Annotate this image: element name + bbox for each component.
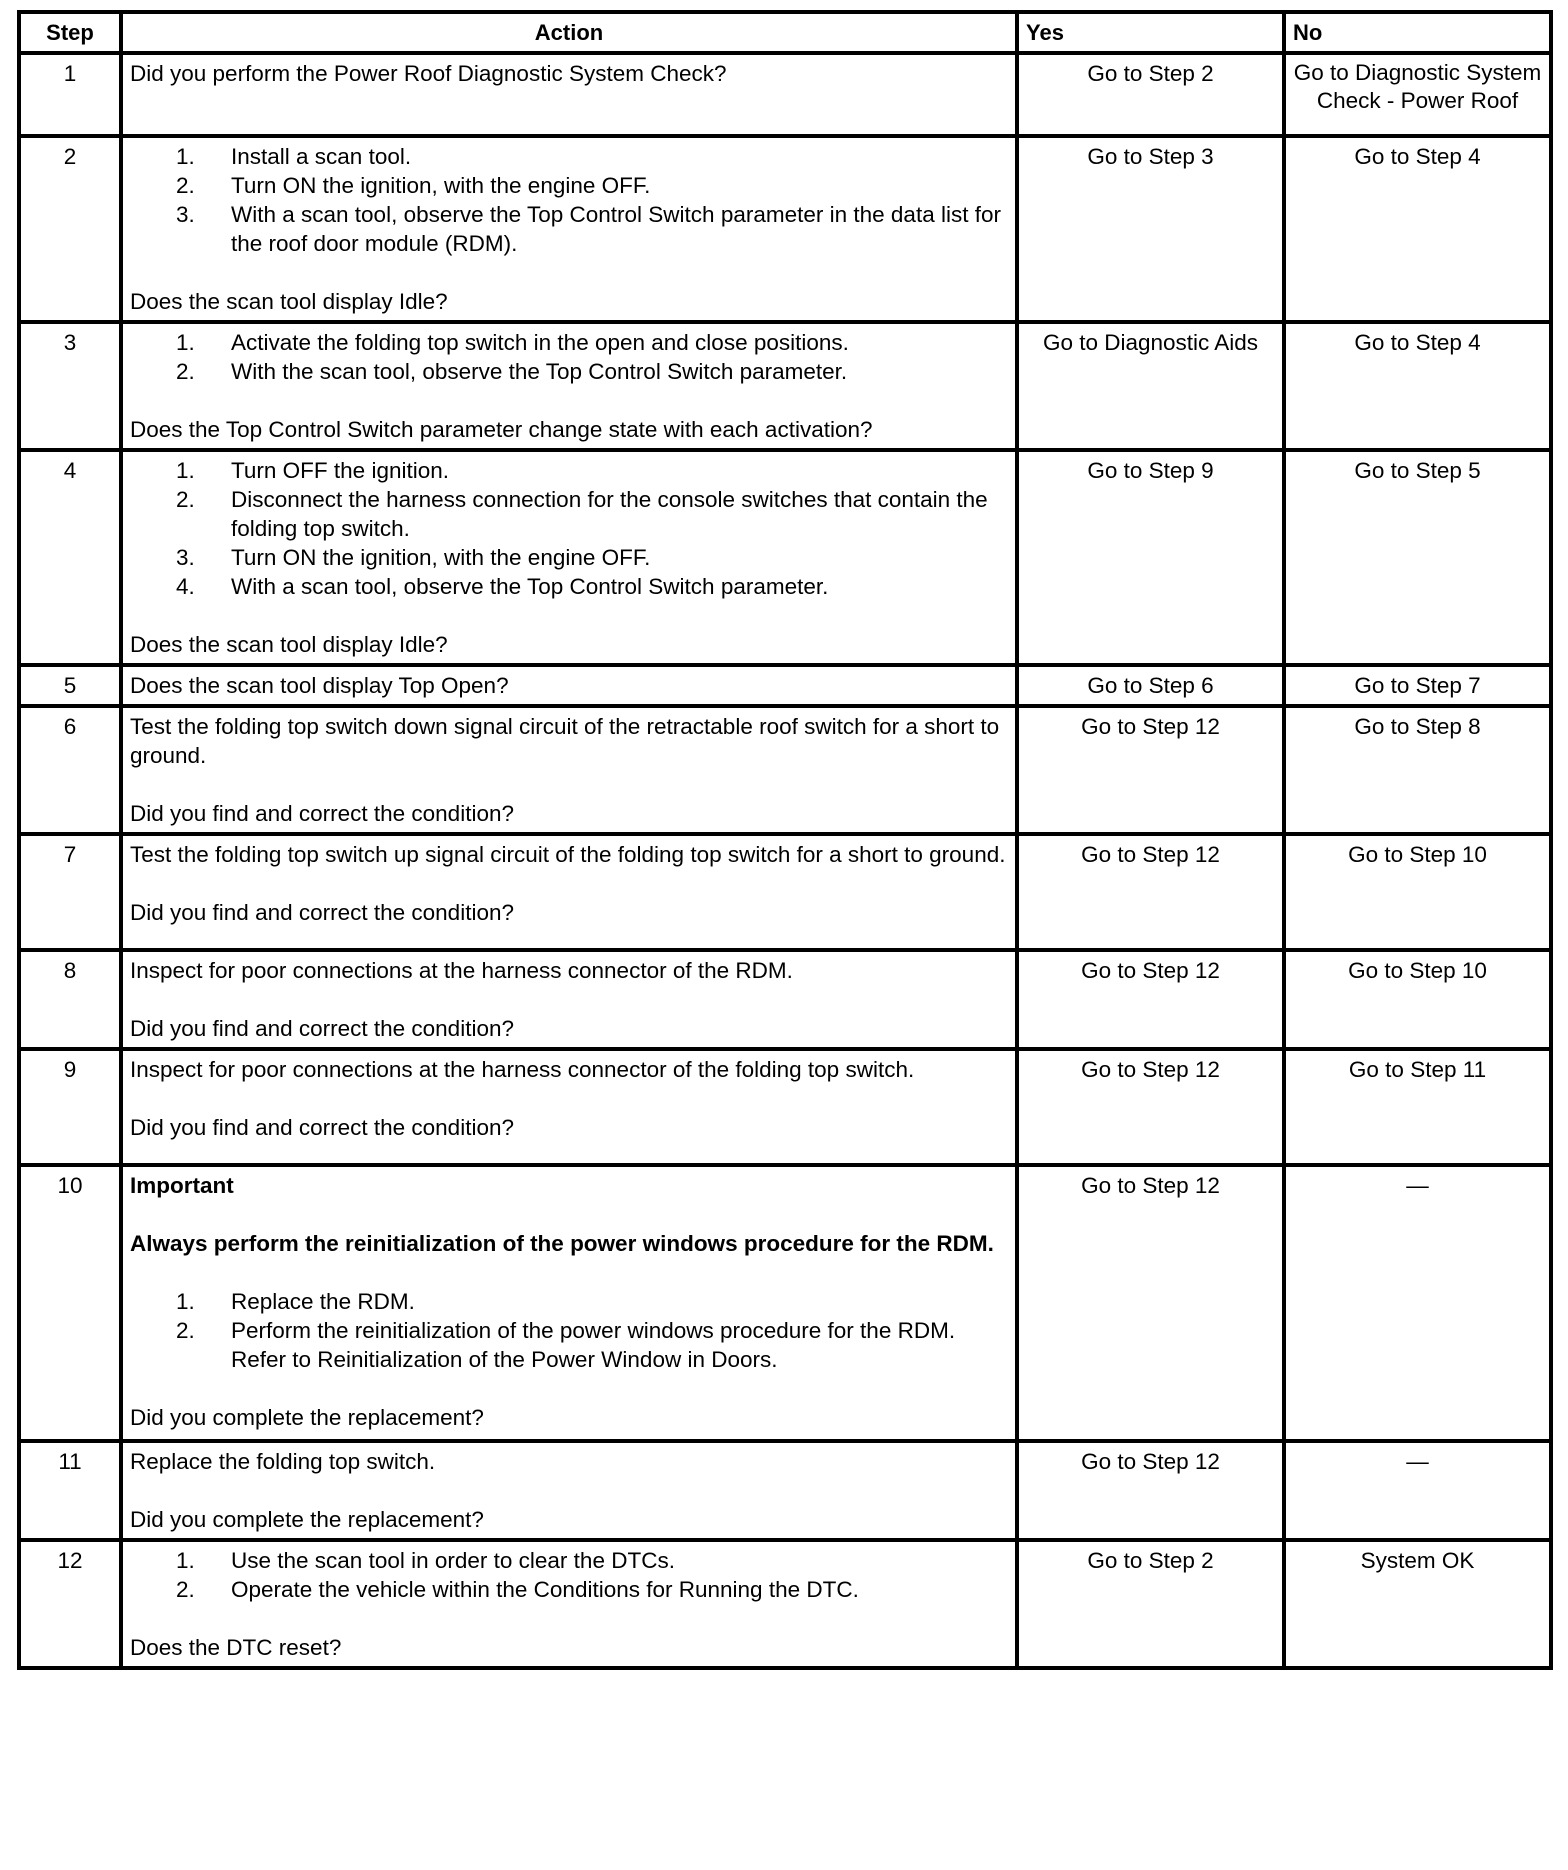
yes-cell: Go to Step 12	[1017, 1441, 1284, 1540]
list-number: 1.	[176, 1548, 195, 1573]
list-number: 1.	[176, 458, 195, 483]
list-number: 1.	[176, 330, 195, 355]
procedure-list	[130, 142, 1008, 258]
list-item	[130, 1287, 1008, 1316]
table-row	[19, 665, 1551, 706]
list-number: 1.	[176, 144, 195, 169]
table-row	[19, 834, 1551, 950]
action-cell	[121, 834, 1017, 950]
table-row	[19, 136, 1551, 322]
step-number: 9	[19, 1049, 121, 1165]
table-row	[19, 706, 1551, 834]
list-item-text: Turn ON the ignition, with the engine OFF.	[231, 173, 651, 198]
list-number: 2.	[176, 1577, 195, 1602]
no-cell: Go to Step 5	[1284, 450, 1551, 665]
list-item	[130, 1546, 1008, 1575]
action-cell	[121, 322, 1017, 450]
yes-cell: Go to Step 3	[1017, 136, 1284, 322]
action-cell	[121, 665, 1017, 706]
no-cell: Go to Step 8	[1284, 706, 1551, 834]
list-item-text: Perform the reinitialization of the power windows procedure for the RDM. Refer to Reinitialization of the Power Window in Doors.	[231, 1318, 956, 1372]
step-number: 5	[19, 665, 121, 706]
instruction-text: Test the folding top switch up signal circuit of the folding top switch for a short to ground.	[130, 842, 1006, 867]
important-heading: Important	[130, 1173, 234, 1198]
list-number: 3.	[176, 202, 195, 227]
yes-cell: Go to Step 12	[1017, 706, 1284, 834]
table-row	[19, 950, 1551, 1049]
step-number: 11	[19, 1441, 121, 1540]
step-number: 4	[19, 450, 121, 665]
list-number: 2.	[176, 173, 195, 198]
list-number: 2.	[176, 359, 195, 384]
header-yes: Yes	[1017, 12, 1284, 53]
yes-cell: Go to Step 6	[1017, 665, 1284, 706]
table-row	[19, 450, 1551, 665]
list-item	[130, 171, 1008, 200]
instruction-text: Test the folding top switch down signal circuit of the retractable roof switch for a short to ground.	[130, 714, 1000, 768]
list-number: 2.	[176, 487, 195, 512]
action-cell	[121, 1049, 1017, 1165]
action-cell	[121, 1441, 1017, 1540]
table-row	[19, 1049, 1551, 1165]
procedure-list	[130, 1287, 1008, 1374]
list-number: 4.	[176, 574, 195, 599]
no-cell: Go to Step 10	[1284, 950, 1551, 1049]
table-row	[19, 322, 1551, 450]
table-row	[19, 53, 1551, 136]
list-item-text: With a scan tool, observe the Top Control Switch parameter in the data list for the roof door module (RDM).	[231, 202, 1001, 256]
header-step: Step	[19, 12, 121, 53]
question-text: Does the scan tool display Idle?	[130, 289, 448, 314]
yes-cell: Go to Step 12	[1017, 1049, 1284, 1165]
list-item	[130, 142, 1008, 171]
list-item	[130, 572, 1008, 601]
question-text: Does the DTC reset?	[130, 1635, 342, 1660]
question-text: Does the scan tool display Idle?	[130, 632, 448, 657]
yes-cell: Go to Step 9	[1017, 450, 1284, 665]
step-number: 6	[19, 706, 121, 834]
action-cell	[121, 53, 1017, 136]
list-number: 2.	[176, 1318, 195, 1343]
step-number: 8	[19, 950, 121, 1049]
instruction-text: Replace the folding top switch.	[130, 1449, 436, 1474]
question-text: Did you find and correct the condition?	[130, 801, 514, 826]
list-item	[130, 357, 1008, 386]
yes-cell: Go to Step 2	[1017, 1540, 1284, 1668]
action-cell	[121, 1165, 1017, 1441]
step-number: 10	[19, 1165, 121, 1441]
list-item	[130, 1575, 1008, 1604]
list-item-text: Disconnect the harness connection for the console switches that contain the folding top switch.	[231, 487, 988, 541]
diagnostic-table	[17, 10, 1553, 1670]
list-number: 3.	[176, 545, 195, 570]
procedure-list	[130, 1546, 1008, 1604]
step-number: 12	[19, 1540, 121, 1668]
list-item	[130, 328, 1008, 357]
no-cell: Go to Step 4	[1284, 322, 1551, 450]
header-row	[19, 12, 1551, 53]
list-item	[130, 200, 1008, 258]
table-row	[19, 1441, 1551, 1540]
list-item-text: Turn ON the ignition, with the engine OFF.	[231, 545, 651, 570]
list-item-text: Activate the folding top switch in the open and close positions.	[231, 330, 849, 355]
no-cell: Go to Diagnostic System Check - Power Roof	[1284, 53, 1551, 136]
action-cell	[121, 950, 1017, 1049]
list-item-text: With a scan tool, observe the Top Control Switch parameter.	[231, 574, 829, 599]
action-cell	[121, 450, 1017, 665]
yes-cell: Go to Diagnostic Aids	[1017, 322, 1284, 450]
question-text: Did you complete the replacement?	[130, 1405, 484, 1430]
list-item-text: Install a scan tool.	[231, 144, 412, 169]
no-cell: Go to Step 10	[1284, 834, 1551, 950]
yes-cell: Go to Step 12	[1017, 950, 1284, 1049]
list-item-text: Operate the vehicle within the Conditions for Running the DTC.	[231, 1577, 859, 1602]
header-no: No	[1284, 12, 1551, 53]
question-text: Did you find and correct the condition?	[130, 1016, 514, 1041]
no-cell: —	[1284, 1441, 1551, 1540]
question-text: Did you complete the replacement?	[130, 1507, 484, 1532]
step-number: 1	[19, 53, 121, 136]
header-action: Action	[121, 12, 1017, 53]
important-note: Always perform the reinitialization of the power windows procedure for the RDM.	[130, 1231, 994, 1256]
no-cell: Go to Step 7	[1284, 665, 1551, 706]
action-cell	[121, 706, 1017, 834]
list-item-text: With the scan tool, observe the Top Control Switch parameter.	[231, 359, 848, 384]
list-item-text: Replace the RDM.	[231, 1289, 415, 1314]
list-number: 1.	[176, 1289, 195, 1314]
table-row	[19, 1165, 1551, 1441]
table-row	[19, 1540, 1551, 1668]
no-cell: System OK	[1284, 1540, 1551, 1668]
question-text: Did you perform the Power Roof Diagnostic System Check?	[130, 61, 727, 86]
no-cell: —	[1284, 1165, 1551, 1441]
action-cell	[121, 1540, 1017, 1668]
instruction-text: Inspect for poor connections at the harness connector of the RDM.	[130, 958, 793, 983]
step-number: 7	[19, 834, 121, 950]
question-text: Does the scan tool display Top Open?	[130, 673, 509, 698]
question-text: Does the Top Control Switch parameter change state with each activation?	[130, 417, 873, 442]
step-number: 2	[19, 136, 121, 322]
step-number: 3	[19, 322, 121, 450]
yes-cell: Go to Step 2	[1017, 53, 1284, 136]
procedure-list	[130, 456, 1008, 601]
list-item	[130, 543, 1008, 572]
no-cell: Go to Step 4	[1284, 136, 1551, 322]
list-item-text: Use the scan tool in order to clear the DTCs.	[231, 1548, 675, 1573]
list-item	[130, 485, 1008, 543]
list-item	[130, 456, 1008, 485]
no-cell: Go to Step 11	[1284, 1049, 1551, 1165]
action-cell	[121, 136, 1017, 322]
list-item-text: Turn OFF the ignition.	[231, 458, 450, 483]
instruction-text: Inspect for poor connections at the harness connector of the folding top switch.	[130, 1057, 915, 1082]
question-text: Did you find and correct the condition?	[130, 900, 514, 925]
list-item	[130, 1316, 1008, 1374]
procedure-list	[130, 328, 1008, 386]
yes-cell: Go to Step 12	[1017, 1165, 1284, 1441]
question-text: Did you find and correct the condition?	[130, 1115, 514, 1140]
yes-cell: Go to Step 12	[1017, 834, 1284, 950]
